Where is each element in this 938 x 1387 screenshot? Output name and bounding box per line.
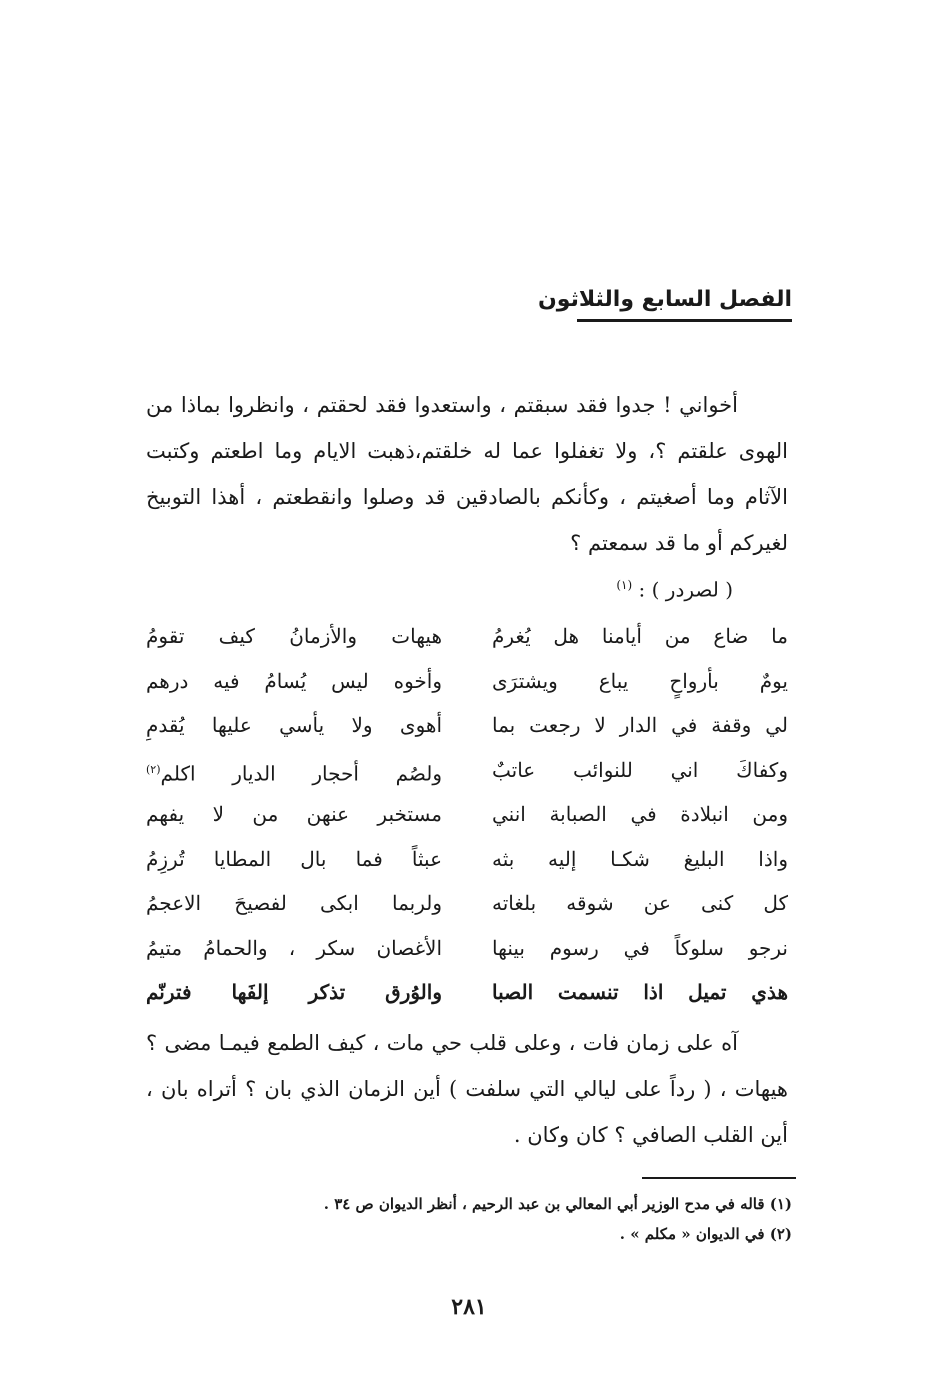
verse-second-hemistich	[146, 614, 442, 659]
footnote-separator	[642, 1177, 796, 1179]
footnote-marker: (١)	[616, 578, 633, 592]
verse-first-hemistich: هذي تميل اذا تنسمت الصبا	[492, 980, 788, 1004]
chapter-title: الفصل السابع والثلاثون	[538, 287, 792, 312]
closing-paragraph	[146, 1020, 788, 1158]
footnotes	[232, 1189, 792, 1249]
verse-second-hemistich	[146, 703, 442, 748]
poem-verse	[146, 837, 788, 882]
hemistich-text: مستخبر عنهن من لا يفهم	[146, 802, 442, 826]
poem-verse	[146, 792, 788, 837]
hemistich-text: وأخوه ليس يُسامُ فيه درهم	[146, 668, 442, 693]
hemistich-text: والوُرق تذكر إلفَها فترنّم	[146, 980, 442, 1004]
verse-first-hemistich: وكفاكَ اني للنوائب عاتبٌ	[492, 757, 788, 782]
poem-verse	[146, 970, 788, 1015]
footnote-marker: (٢)	[146, 762, 161, 776]
verse-second-hemistich	[146, 926, 442, 971]
verse-first-hemistich: يومٌ بأرواحٍ يباع ويشترَى	[492, 668, 788, 693]
page-number: ٢٨١	[451, 1294, 487, 1320]
poem	[146, 614, 788, 1015]
verse-first-hemistich: ومن انبلادة في الصبابة انني	[492, 802, 788, 826]
verse-second-hemistich	[146, 837, 442, 882]
verse-second-hemistich	[146, 748, 442, 793]
paragraph-text: آه على زمان فات ، وعلى قلب حي مات ، كيف الطمع فيمـا مضى ؟ هيهات ، ( رداً على ليالي التي سلفت ) أين الزمان الذي بان ؟ أتراه بان ، أين القلب الصافي ؟ كان وكان .	[146, 1031, 788, 1147]
verse-second-hemistich	[146, 659, 442, 704]
hemistich-text: ولربما ابكى لفصيحَ الاعجمُ	[146, 891, 442, 915]
opening-paragraph	[146, 382, 788, 566]
verse-second-hemistich	[146, 881, 442, 926]
hemistich-text: هيهات والأزمانُ كيف تقومُ	[146, 624, 442, 648]
footnote-2: (٢) في الديوان « مكلم » .	[619, 1225, 792, 1243]
hemistich-text: ولصُم أحجار الديار اكلم	[160, 761, 442, 786]
verse-first-hemistich: كل كنى عن شوقه بلغاته	[492, 891, 788, 915]
verse-second-hemistich	[146, 970, 442, 1015]
verse-first-hemistich: لي وقفة في الدار لا رجعت بما	[492, 713, 788, 737]
poem-verse	[146, 748, 788, 793]
hemistich-text: الأغصان سكر ، والحمامُ متيمُ	[146, 935, 442, 960]
poem-verse	[146, 703, 788, 748]
poem-attribution	[616, 570, 733, 605]
poem-verse	[146, 659, 788, 704]
verse-second-hemistich	[146, 792, 442, 837]
verse-first-hemistich: واذا البليغ شكـا إليه بثه	[492, 846, 788, 871]
poem-verse	[146, 881, 788, 926]
paragraph-text: أخواني ! جدوا فقد سبقتم ، واستعدوا فقد لحقتم ، وانظروا بماذا من الهوى علقتم ؟، ولا تغفلوا عما له خلقتم،ذهبت الايام وما اطعتم وكتبت الآثام وما أصغيتم ، وكأنكم بالصادقين قد وصلوا وانقطعتم ، أهذا التوبيخ لغيركم أو ما قد سمعتم ؟	[146, 393, 788, 555]
verse-first-hemistich: ما ضاع من أيامنا هل يُغرمُ	[492, 624, 788, 648]
footnote-1: (١) قاله في مدح الوزير أبي المعالي بن عبد الرحيم ، أنظر الديوان ص ٣٤ .	[323, 1195, 792, 1213]
hemistich-text: عبثاً فما بال المطايا تُرزِمُ	[146, 846, 442, 871]
attribution-text: ( لصردر ) :	[638, 577, 733, 602]
chapter-header	[538, 283, 792, 322]
hemistich-text: أهوى ولا يأسي عليها يُقدمِ	[146, 713, 442, 737]
poem-verse	[146, 614, 788, 659]
verse-first-hemistich: نرجو سلوكاً في رسوم بينها	[492, 935, 788, 960]
poem-verse	[146, 926, 788, 971]
chapter-title-underline	[577, 319, 792, 322]
